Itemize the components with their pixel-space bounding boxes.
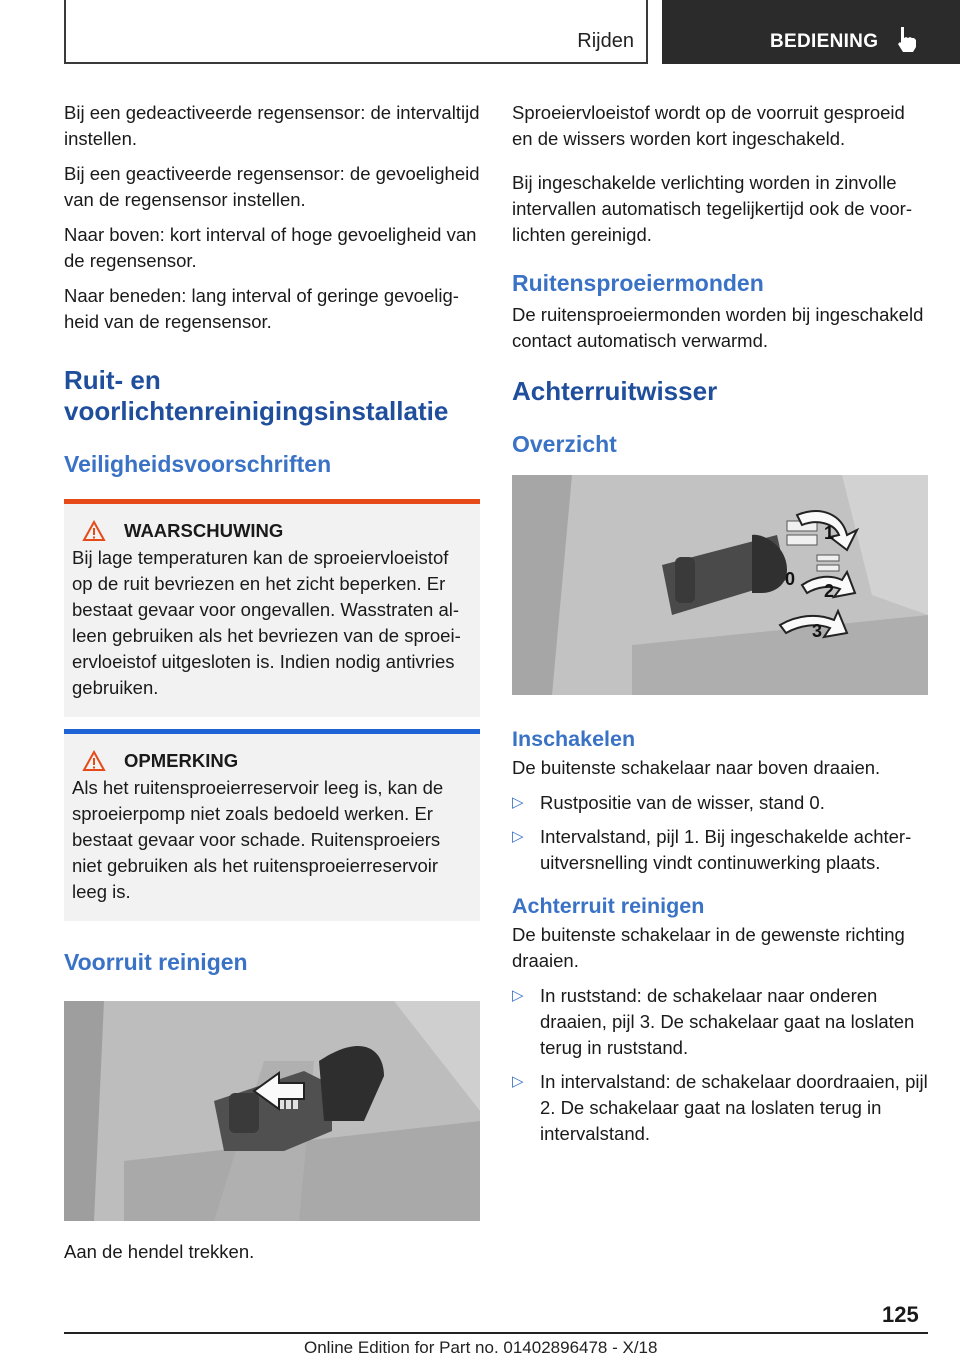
header-chapter-label: BEDIENING (770, 31, 879, 52)
warning-box (64, 499, 480, 717)
warning-triangle-icon (82, 520, 106, 542)
footer-edition: Online Edition for Part no. 01402896478 - X/18 (304, 1338, 658, 1357)
header-chapter-tab (662, 0, 960, 64)
rear-wiper-switch-photo (512, 475, 928, 695)
paragraph: De buitenste schakelaar naar boven draaien. (512, 757, 881, 778)
figure-label-1: 1 (824, 523, 835, 543)
header-section-label: Rijden (577, 30, 634, 52)
list-item (512, 824, 928, 876)
figure-label-2: 2 (824, 581, 835, 601)
paragraph: Naar beneden: lang interval of geringe gevoeligheid van de regensensor. (64, 285, 459, 332)
warning-text: Bij lage temperaturen kan de sproeiervloeistof op de ruit bevriezen en het zicht beperken. Er bestaat gevaar voor ongevallen. Wasstraten alleen gebruiken als het bevriezen van de sproeiervloeistof uitgesloten is. Indien nodig antivries gebruiken. (72, 547, 461, 698)
list-item-text: Intervalstand, pijl 1. Bij ingeschakelde achteruitversnelling vindt continuwerking plaats. (540, 826, 912, 873)
subsection-heading: Voorruit reinigen (64, 949, 248, 975)
list-item-text: Rustpositie van de wisser, stand 0. (540, 792, 825, 813)
list-item (512, 1069, 928, 1147)
figure-label-3: 3 (812, 621, 823, 641)
figure-caption: Aan de hendel trekken. (64, 1241, 255, 1262)
section-heading: Ruit- en voorlichtenreinigingsinstallatie (64, 365, 449, 426)
paragraph: De buitenste schakelaar in de gewenste richting draaien. (512, 924, 905, 971)
bullet-list (512, 983, 928, 1147)
header-section-tab (64, 0, 648, 64)
triangle-bullet-icon: ▷ (512, 1073, 524, 1090)
paragraph: Naar boven: kort interval of hoge gevoeligheid van de regensensor. (64, 224, 477, 271)
list-item (512, 983, 928, 1061)
paragraph: Bij een gedeactiveerde regensensor: de intervaltijd instellen. (64, 102, 480, 149)
list-item-text: In ruststand: de schakelaar naar onderen draaien, pijl 3. De schakelaar gaat na loslaten terug in ruststand. (540, 985, 915, 1058)
warning-title: WAARSCHUWING (124, 520, 284, 541)
note-box (64, 729, 480, 921)
pointing-hand-icon (892, 24, 922, 54)
triangle-bullet-icon: ▷ (512, 828, 524, 845)
page-number: 125 (882, 1302, 919, 1327)
subsection-heading: Ruitensproeiermonden (512, 270, 764, 296)
right-column (512, 100, 928, 1155)
paragraph: De ruitensproeiermonden worden bij ingeschakeld contact automatisch verwarmd. (512, 304, 924, 351)
subsection-heading: Inschakelen (512, 727, 636, 751)
footer-divider (64, 1332, 928, 1334)
wiper-lever-photo (64, 1001, 480, 1221)
figure-label-0: 0 (785, 569, 796, 589)
paragraph: Bij ingeschakelde verlichting worden in zinvolle intervallen automatisch tegelijkertijd ook de voorlichten gereinigd. (512, 172, 913, 245)
paragraph: Sproeiervloeistof wordt op de voorruit gesproeid en de wissers worden kort ingeschakeld. (512, 102, 905, 149)
subsection-heading: Achterruit reinigen (512, 894, 705, 918)
triangle-bullet-icon: ▷ (512, 987, 524, 1004)
section-heading: Achterruitwisser (512, 376, 718, 406)
list-item (512, 790, 928, 816)
left-column (64, 100, 480, 1274)
bullet-list (512, 790, 928, 876)
note-title: OPMERKING (124, 750, 239, 771)
list-item-text: In intervalstand: de schakelaar doordraaien, pijl 2. De schakelaar gaat na loslaten terug in intervalstand. (540, 1071, 928, 1144)
warning-triangle-icon (82, 750, 106, 772)
paragraph: Bij een geactiveerde regensensor: de gevoeligheid van de regensensor instellen. (64, 163, 480, 210)
triangle-bullet-icon: ▷ (512, 794, 524, 811)
subsection-heading: Veiligheidsvoorschriften (64, 451, 332, 477)
subsection-heading: Overzicht (512, 431, 617, 457)
note-text: Als het ruitensproeierreservoir leeg is, kan de sproeierpomp niet zoals bedoeld werken. Er bestaat gevaar voor schade. Ruitensproeiers niet gebruiken als het ruitensproeierreservoir leeg is. (72, 777, 444, 902)
